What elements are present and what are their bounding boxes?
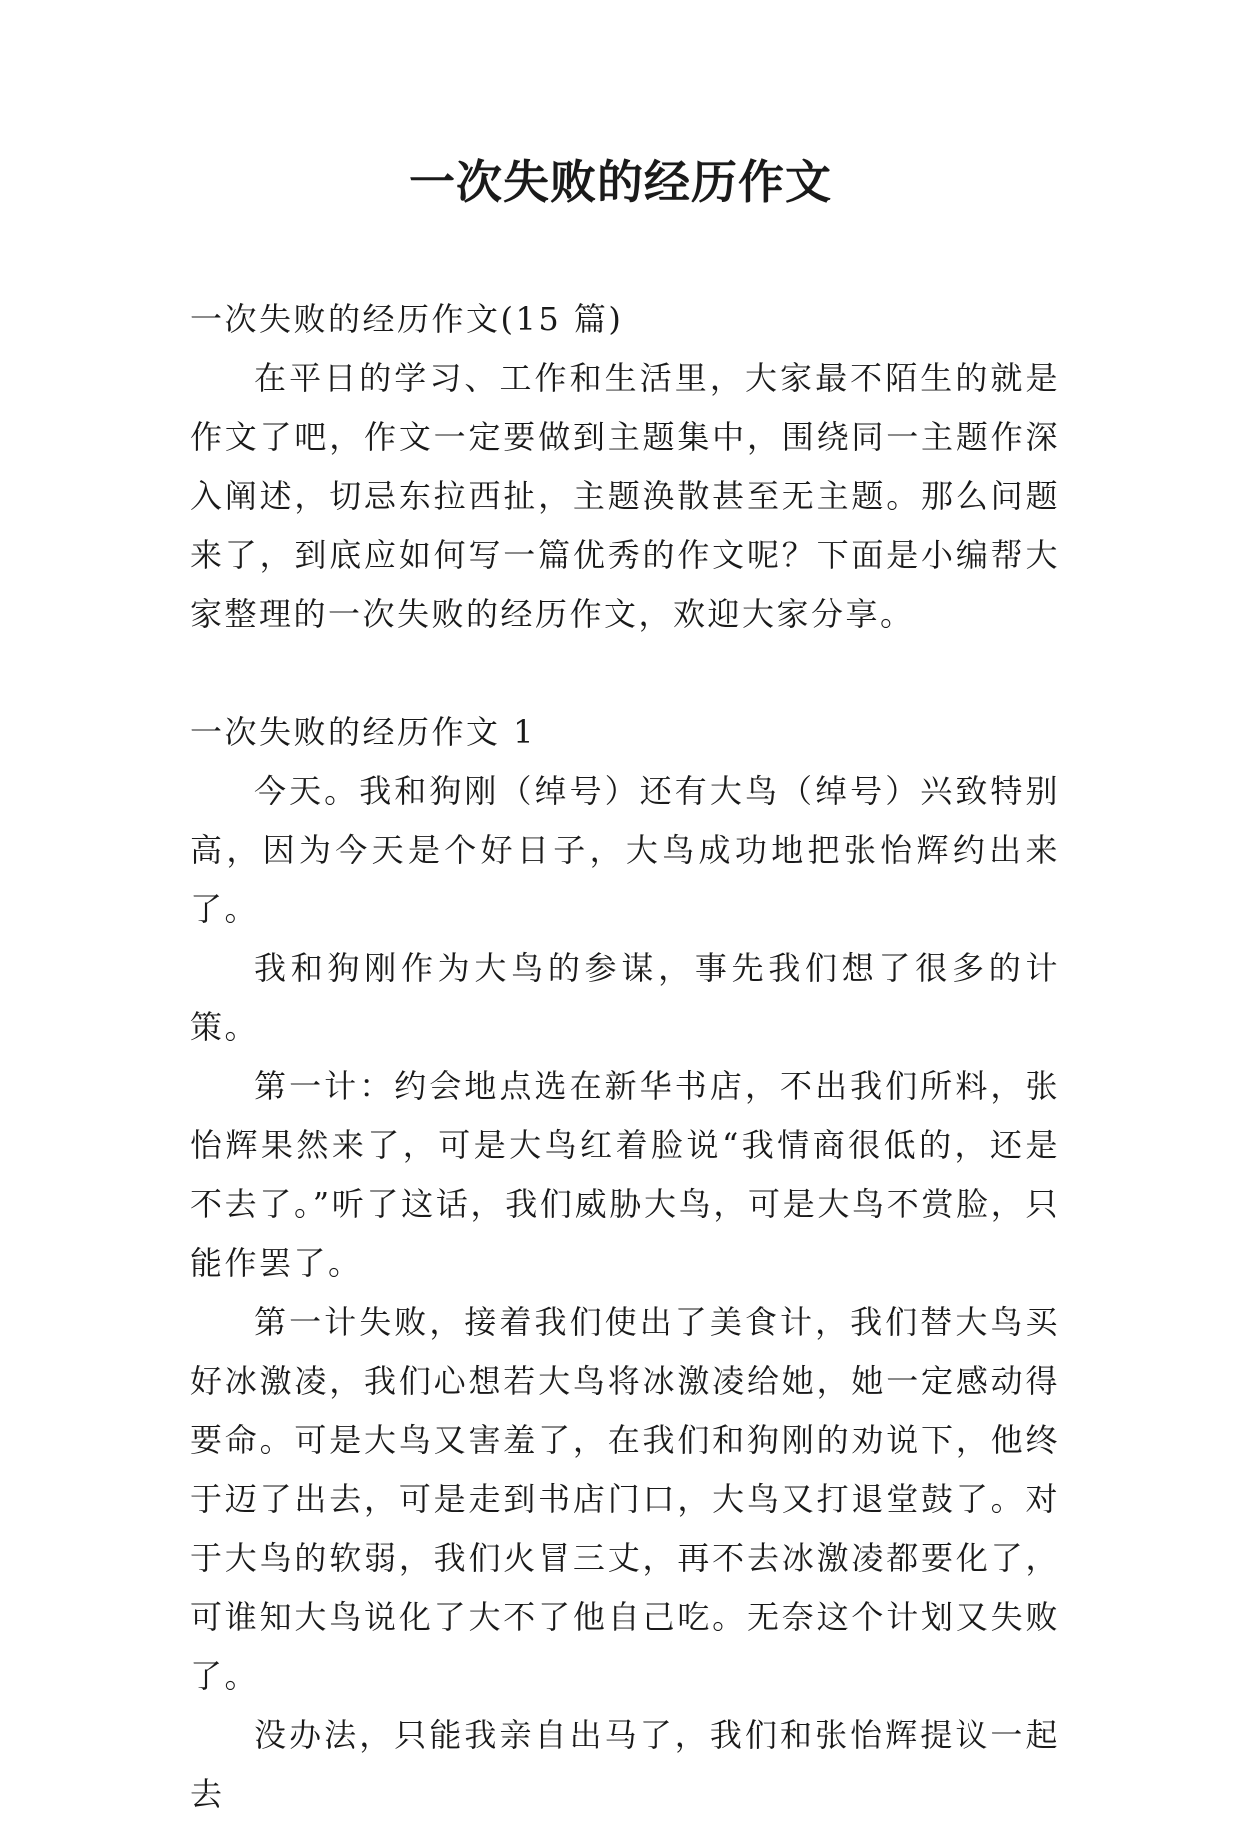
- body-paragraph: 第一计：约会地点选在新华书店，不出我们所料，张怡辉果然来了，可是大鸟红着脸说“我情商很低的，还是不去了。”听了这话，我们威胁大鸟，可是大鸟不赏脸，只能作罢了。: [190, 1067, 1060, 1282]
- section-spacer: [190, 644, 1060, 703]
- body-paragraph: 我和狗刚作为大鸟的参谋，事先我们想了很多的计策。: [190, 949, 1060, 1046]
- document-title: 一次失败的经历作文: [409, 155, 832, 209]
- intro-paragraph: 在平日的学习、工作和生活里，大家最不陌生的就是作文了吧，作文一定要做到主题集中，围绕同一主题作深入阐述，切忌东拉西扯，主题涣散甚至无主题。那么问题来了，到底应如何写一篇优秀的作文呢？下面是小编帮大家整理的一次失败的经历作文，欢迎大家分享。: [190, 359, 1060, 633]
- section-heading: 一次失败的经历作文 1: [190, 713, 537, 751]
- body-paragraph: 没办法，只能我亲自出马了，我们和张怡辉提议一起去: [190, 1716, 1060, 1813]
- document-subtitle: 一次失败的经历作文(15 篇): [190, 300, 624, 338]
- body-paragraph: 第一计失败，接着我们使出了美食计，我们替大鸟买好冰激凌，我们心想若大鸟将冰激凌给她，她一定感动得要命。可是大鸟又害羞了，在我们和狗刚的劝说下，他终于迈了出去，可是走到书店门口，大鸟又打退堂鼓了。对于大鸟的软弱，我们火冒三丈，再不去冰激凌都要化了，可谁知大鸟说化了大不了他自己吃。无奈这个计划又失败了。: [190, 1303, 1060, 1695]
- document-body: [190, 290, 1060, 1824]
- body-paragraph: 今天。我和狗刚（绰号）还有大鸟（绰号）兴致特别高，因为今天是个好日子，大鸟成功地把张怡辉约出来了。: [190, 772, 1060, 928]
